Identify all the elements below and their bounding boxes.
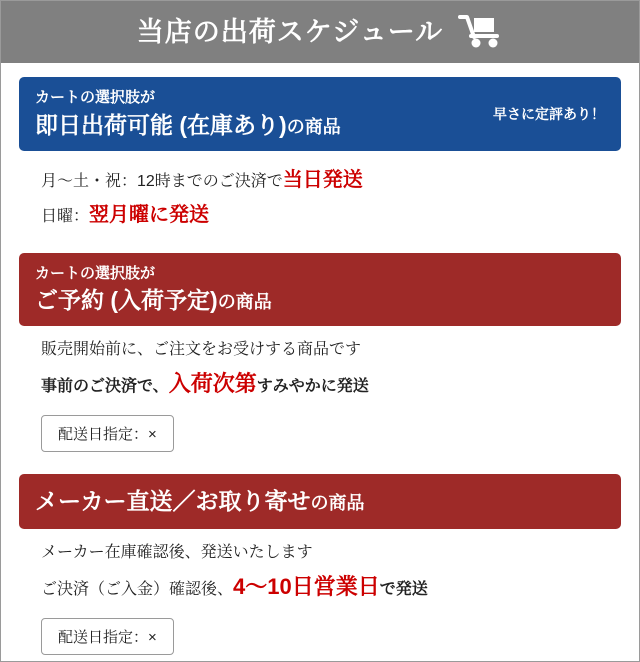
- line-prefix: 事前のご決済で、: [41, 377, 169, 395]
- band-title-strong: ご予約 (入荷予定): [35, 287, 218, 314]
- band-text-group: [35, 263, 272, 317]
- band-note: 早さに定評あり！: [493, 105, 605, 122]
- instock-lines: [19, 151, 621, 243]
- line-emphasis: 入荷次第: [168, 370, 257, 396]
- band-title-strong: メーカー直送／お取り寄せ: [35, 487, 311, 514]
- line-emphasis: 4〜10日営業日: [233, 573, 380, 599]
- line-emphasis: 当日発送: [282, 168, 363, 191]
- band-subtitle: カートの選択肢が: [35, 264, 156, 282]
- band-title: [35, 486, 365, 517]
- line-plain: メーカー在庫確認後、発送いたします: [41, 544, 313, 562]
- line-plain: 販売開始前に、ご注文をお受けする商品です: [41, 341, 362, 359]
- section-band-reservation: [19, 253, 621, 327]
- delivery-date-chip: 配送日指定：×: [41, 415, 174, 452]
- line-weekday: [41, 165, 615, 196]
- band-title: [35, 285, 272, 316]
- band-title-suffix: の商品: [310, 492, 365, 513]
- band-text-group: [35, 486, 365, 517]
- page-title: 当店の出荷スケジュール: [136, 16, 444, 47]
- line-emphasis: 翌月曜に発送: [89, 203, 210, 226]
- band-text-group: [35, 87, 341, 141]
- band-title-suffix: の商品: [217, 292, 272, 313]
- delivery-date-chip: 配送日指定：×: [41, 618, 174, 655]
- reservation-lines: [19, 326, 621, 409]
- hand-truck-icon: [457, 15, 503, 49]
- line-suffix: で発送: [379, 580, 428, 598]
- spacer: [19, 243, 621, 253]
- line-prefix: 日曜：: [41, 207, 90, 225]
- dropship-lines: [19, 529, 621, 612]
- band-title-strong: 即日出荷可能 (在庫あり): [35, 111, 287, 138]
- content: [1, 63, 639, 655]
- band-title: [35, 110, 341, 141]
- section-band-dropship: [19, 474, 621, 529]
- band-title-suffix: の商品: [286, 116, 341, 137]
- spacer: [19, 452, 621, 474]
- header: [1, 1, 639, 63]
- section-band-instock: [19, 77, 621, 151]
- line-sunday: [41, 200, 615, 231]
- line-prefix: ご決済（ご入金）確認後、: [41, 580, 234, 598]
- line-suffix: すみやかに発送: [256, 377, 369, 395]
- line-payment: [41, 570, 615, 604]
- line-prepayment: [41, 367, 615, 401]
- line-prefix: 月〜土・祝：12時までのご決済で: [41, 172, 283, 190]
- band-subtitle: カートの選択肢が: [35, 89, 156, 106]
